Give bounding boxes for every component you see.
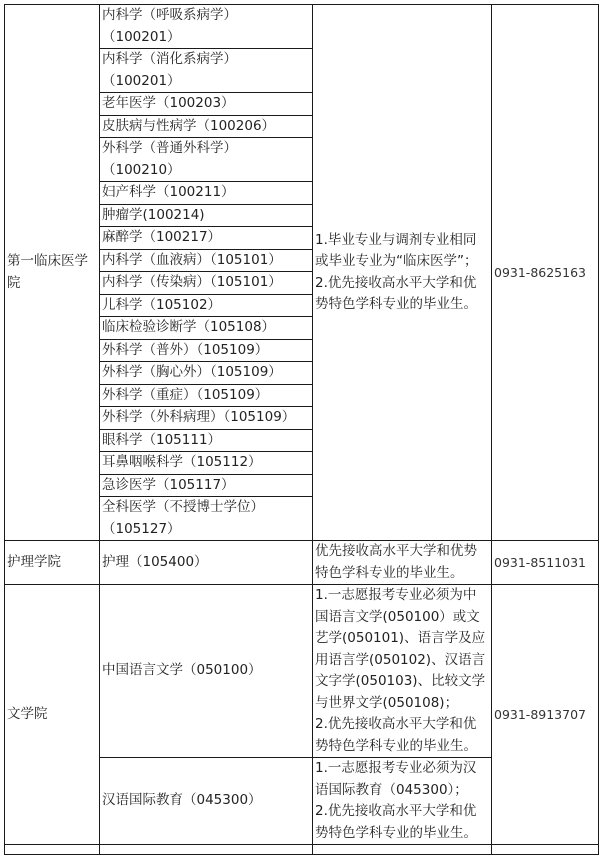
major-cell: 麻醉学（100217） (100, 227, 313, 250)
table-row (5, 541, 599, 585)
major-cell: 肿瘤学(100214) (100, 204, 313, 227)
major-cell: 皮肤病与性病学（100206） (100, 115, 313, 138)
requirement-item: 2.优先接收高水平大学和优势特色学科专业的毕业生。 (315, 803, 477, 841)
empty-cell (313, 845, 492, 855)
major-code: （100201） (102, 72, 181, 89)
major-cell: 急诊医学（105117） (100, 474, 313, 497)
empty-cell (492, 845, 599, 855)
major-name: 全科医学（不授博士学位） (102, 499, 264, 515)
major-cell: 中国语言文学（050100） (100, 585, 313, 758)
major-cell: 外科学（胸心外）（105109） (100, 362, 313, 385)
empty-cell (5, 845, 100, 855)
requirements-cell (313, 585, 492, 758)
empty-cell (100, 845, 313, 855)
table-row (5, 585, 599, 758)
major-code: （105127） (102, 520, 181, 537)
major-cell: 老年医学（100203） (100, 93, 313, 116)
requirements-cell: 优先接收高水平大学和优势特色学科专业的毕业生。 (313, 541, 492, 585)
requirement-item: 2.优先接收高水平大学和优势特色学科专业的毕业生。 (315, 274, 477, 312)
phone-cell: 0931-8913707 (492, 585, 599, 845)
table-row (5, 5, 599, 49)
major-code: （100201） (102, 28, 181, 45)
major-name: 内科学（呼吸系病学） (102, 7, 237, 23)
adjustment-table (4, 4, 599, 855)
major-cell: 临床检验诊断学（105108） (100, 317, 313, 340)
department-cell: 第一临床医学院 (5, 5, 100, 541)
requirement-item: 1.一志愿报考专业必须为汉语国际教育（045300）； (315, 760, 477, 798)
major-cell (100, 138, 313, 182)
major-cell: 护理（105400） (100, 541, 313, 585)
requirement-item: 1.一志愿报考专业必须为中国语言文学(050100）或文艺学(050101)、语言学及应用语言学(050102)、汉语言文字学(050103)、比较文学与世界文学(050108)； (315, 587, 486, 711)
phone-cell: 0931-8511031 (492, 541, 599, 585)
major-name: 外科学（普通外科学） (102, 140, 237, 156)
requirements-cell (313, 758, 492, 845)
major-cell: 汉语国际教育（045300） (100, 758, 313, 845)
major-cell: 外科学（外科病理）（105109） (100, 407, 313, 430)
requirements-cell (313, 5, 492, 541)
major-cell: 外科学（重症）（105109） (100, 384, 313, 407)
major-cell (100, 49, 313, 93)
major-cell: 内科学（传染病）（105101） (100, 272, 313, 295)
major-cell: 内科学（血液病）（105101） (100, 249, 313, 272)
requirement-item: 1.毕业专业与调剂专业相同或毕业专业为“临床医学”； (315, 231, 478, 269)
major-cell (100, 5, 313, 49)
phone-cell: 0931-8625163 (492, 5, 599, 541)
major-cell: 外科学（普外）（105109） (100, 339, 313, 362)
table-row-partial (5, 845, 599, 855)
major-name: 内科学（消化系病学） (102, 51, 237, 67)
major-cell: 眼科学（105111） (100, 429, 313, 452)
major-cell: 妇产科学（100211） (100, 182, 313, 205)
requirement-item: 2.优先接收高水平大学和优势特色学科专业的毕业生。 (315, 716, 477, 754)
major-code: （100210） (102, 161, 181, 178)
major-cell: 耳鼻咽喉科学（105112） (100, 452, 313, 475)
major-cell: 儿科学（105102） (100, 294, 313, 317)
department-cell: 文学院 (5, 585, 100, 845)
major-cell (100, 497, 313, 541)
department-cell: 护理学院 (5, 541, 100, 585)
